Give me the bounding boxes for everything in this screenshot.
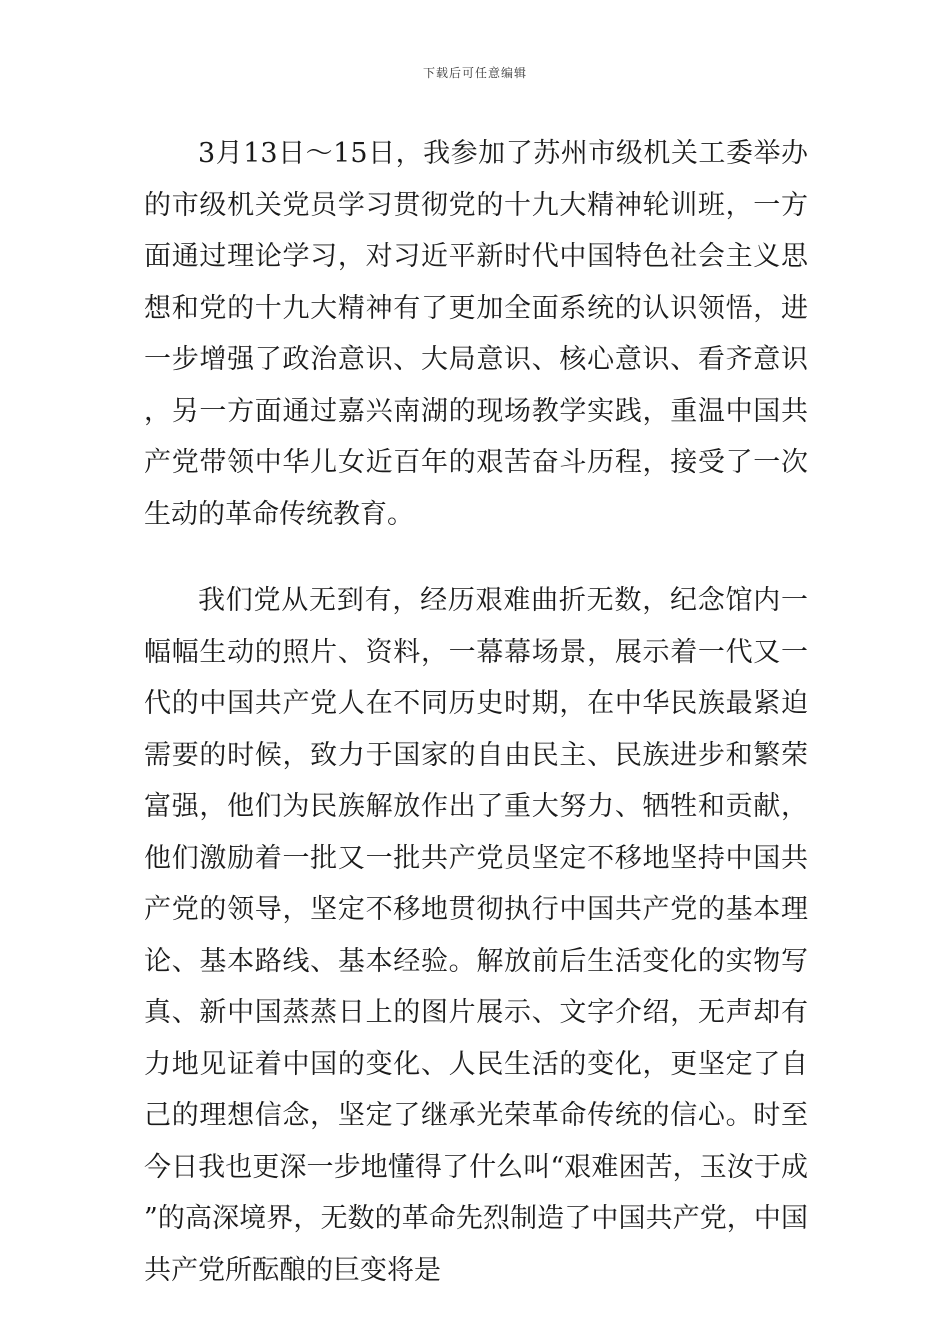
page-header: 下载后可任意编辑 bbox=[422, 66, 527, 80]
paragraph-2: 我们党从无到有，经历艰难曲折无数，纪念馆内一幅幅生动的照片、资料，一幕幕场景，展示着一代又一代的中国共产党人在不同历史时期，在中华民族最紧迫需要的时候，致力于国家的自由民主、民族进步和繁荣富强，他们为民族解放作出了重大努力、牺牲和贡献，他们激励着一批又一批共产党员坚定不移地坚持中国共产党的领导，坚定不移地贯彻执行中国共产党的基本理论、基本路线、基本经验。解放前后生活变化的实物写真、新中国蒸蒸日上的图片展示、文字介绍，无声却有力地见证着中国的变化、人民生活的变化，更坚定了自己的理想信念，坚定了继承光荣革命传统的信心。时至今日我也更深一步地懂得了什么叫“艰难困苦，玉汝于成”的高深境界，无数的革命先烈制造了中国共产党，中国共产党所酝酿的巨变将是 bbox=[144, 585, 808, 1286]
paragraph-1: 3月13日～15日，我参加了苏州市级机关工委举办的市级机关党员学习贯彻党的十九大精神轮训班，一方面通过理论学习，对习近平新时代中国特色社会主义思想和党的十九大精神有了更加全面系统的认识领悟，进一步增强了政治意识、大局意识、核心意识、看齐意识，另一方面通过嘉兴南湖的现场教学实践，重温中国共产党带领中华儿女近百年的艰苦奋斗历程，接受了一次生动的革命传统教育。 bbox=[144, 138, 808, 530]
